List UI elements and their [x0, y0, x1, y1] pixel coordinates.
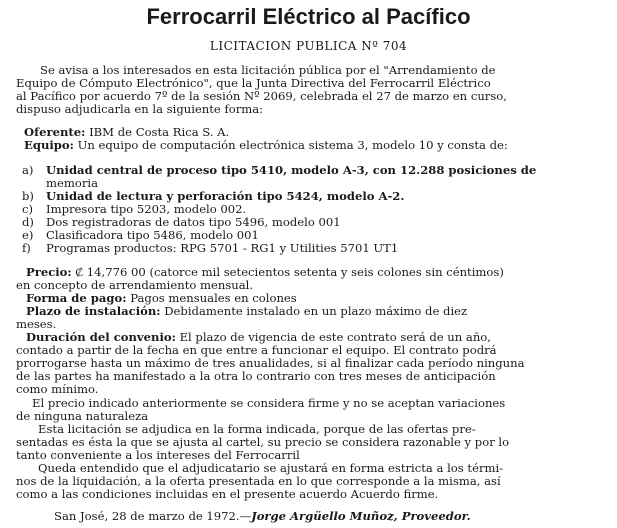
adjudica-line: sentadas es ésta la que se ajusta al cartel, su precio se considera razonable y por lo [16, 435, 510, 449]
place-date: San José, 28 de marzo de 1972.— [54, 509, 252, 523]
oferente-label: Oferente: [24, 125, 86, 139]
duracion-line-cont: prorrogarse hasta un máximo de tres anualidades, si al finalizar cada período ninguna [16, 356, 525, 370]
precio-firme-line: El precio indicado anteriormente se considera firme y no se aceptan variaciones [32, 396, 506, 410]
tender-number: LICITACION PUBLICA Nº 704 [209, 39, 408, 53]
equipment-item [22, 164, 606, 177]
queda-line: como a las condiciones incluidas en el presente acuerdo Acuerdo firme. [16, 487, 439, 501]
item-letter: f) [22, 241, 31, 255]
item-text: Clasificadora tipo 5486, modelo 001 [46, 228, 259, 242]
duracion-value: El plazo de vigencia de este contrato será de un año, [179, 330, 491, 344]
intro-line: Equipo de Cómputo Electrónico", que la Junta Directiva del Ferrocarril Eléctrico [16, 76, 491, 90]
equipo-value: Un equipo de computación electrónica sistema 3, modelo 10 y consta de: [77, 138, 508, 152]
page-title: Ferrocarril Eléctrico al Pacífico [146, 4, 471, 29]
signature: Jorge Argüello Muñoz, Proveedor. [251, 509, 471, 523]
adjudica-line: Esta licitación se adjudica en la forma indicada, porque de las ofertas pre- [38, 422, 476, 436]
item-letter: c) [22, 202, 34, 216]
item-text: Dos registradoras de datos tipo 5496, modelo 001 [46, 215, 341, 229]
closing-line [16, 510, 617, 523]
precio-label: Precio: [26, 265, 72, 279]
forma-pago-value: Pagos mensuales en colones [130, 291, 297, 305]
queda-line: nos de la liquidación, a la oferta presentada en lo que corresponde a la misma, así [16, 474, 501, 488]
item-text: Unidad central de proceso tipo 5410, modelo A-3, con 12.288 posiciones de [46, 163, 537, 177]
adjudica-line: tanto conveniente a los intereses del Ferrocarril [16, 448, 300, 462]
queda-line: Queda entendido que el adjudicatario se ajustará en forma estricta a los térmi- [38, 461, 504, 475]
precio-value: ₡ 14,776 00 (catorce mil setecientos setenta y seis colones sin céntimos) [75, 265, 504, 279]
item-text: Unidad de lectura y perforación tipo 5424, modelo A-2. [46, 189, 405, 203]
plazo-line-2: meses. [16, 317, 57, 331]
plazo-line [16, 305, 610, 318]
item-letter: e) [22, 228, 34, 242]
precio-line-2: en concepto de arrendamiento mensual. [16, 278, 254, 292]
equipo-line [16, 139, 608, 152]
precio-firme-line: de ninguna naturaleza [16, 409, 149, 423]
forma-pago-label: Forma de pago: [26, 291, 127, 305]
duracion-line-cont: como mínimo. [16, 382, 99, 396]
equipo-label: Equipo: [24, 138, 74, 152]
intro-line: Se avisa a los interesados en esta licitación pública por el "Arrendamiento de [40, 63, 496, 77]
intro-line: al Pacífico por acuerdo 7º de la sesión Nº 2069, celebrada el 27 de marzo en curso, [16, 89, 507, 103]
item-letter: b) [22, 189, 34, 203]
duracion-label: Duración del convenio: [26, 330, 176, 344]
item-text-continued: memoria [46, 176, 98, 190]
item-text: Programas productos: RPG 5701 - RG1 y Utilities 5701 UT1 [46, 241, 399, 255]
item-text: Impresora tipo 5203, modelo 002. [46, 202, 247, 216]
plazo-value: Debidamente instalado en un plazo máximo de diez [164, 304, 468, 318]
equipment-item [22, 242, 606, 255]
item-letter: a) [22, 163, 34, 177]
duracion-line-cont: contado a partir de la fecha en que entre a funcionar el equipo. El contrato podrá [16, 343, 497, 357]
intro-line: dispuso adjudicarla en la siguiente forma: [16, 102, 264, 116]
duracion-line-cont: de las partes ha manifestado a la otra lo contrario con tres meses de anticipación [16, 369, 496, 383]
oferente-value: IBM de Costa Rica S. A. [89, 125, 230, 139]
plazo-label: Plazo de instalación: [26, 304, 161, 318]
item-letter: d) [22, 215, 34, 229]
